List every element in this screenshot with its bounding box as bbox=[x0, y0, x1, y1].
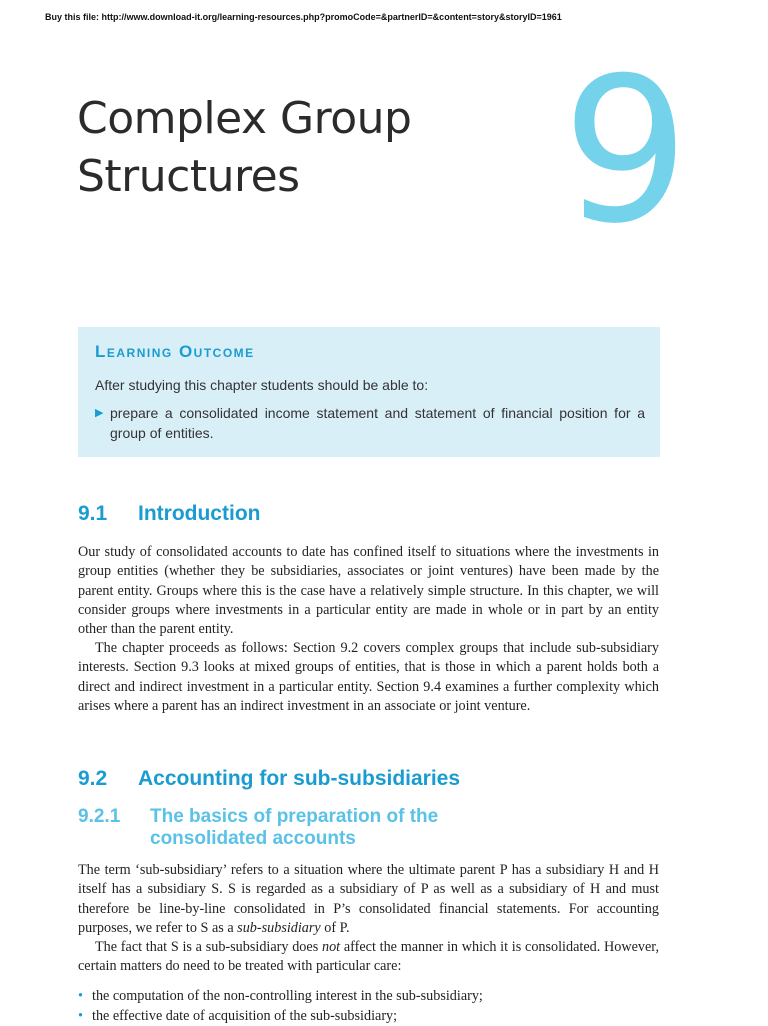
intro-paragraph-1: Our study of consolidated accounts to date has confined itself to situations where the investments in group entities (whether they be subsidiaries, associates or joint ventures) have been made by the parent entity. Groups where this is the case have a relatively simple structure. In this chapter, we will consider groups where investments in a particular entity are made in whole or in part by an entity other than the parent entity. bbox=[78, 543, 659, 639]
list-item-text: the effective date of acquisition of the sub-subsidiary; bbox=[92, 1008, 397, 1024]
section-number: 9.2 bbox=[78, 767, 138, 791]
learning-outcome-item bbox=[95, 403, 645, 443]
chapter-title bbox=[77, 90, 411, 206]
paragraph-text: The term ‘sub-subsidiary’ refers to a situation where the ultimate parent P has a subsidiary H and H itself has a subsidiary S. S is regarded as a subsidiary of P as well as a subsidiary of H and must therefore be line-by-line consolidated in P’s consolidated financial statements. For accounting purposes, we refer to S as a bbox=[78, 862, 659, 936]
learning-outcome-item-text: prepare a consolidated income statement and statement of financial position for a group of entities. bbox=[95, 403, 645, 443]
paragraph-text: affect the manner in which it is consolidated. However, certain matters do need to be treated with particular care: bbox=[78, 939, 659, 974]
triangle-bullet-icon: ▶ bbox=[95, 403, 103, 423]
chapter-title-line-1: Complex Group bbox=[77, 90, 411, 148]
section-heading-introduction bbox=[78, 502, 260, 526]
subsection-number: 9.2.1 bbox=[78, 806, 120, 828]
learning-outcome-intro: After studying this chapter students should be able to: bbox=[95, 377, 645, 393]
paragraph-text: The fact that S is a sub-subsidiary does bbox=[95, 939, 322, 955]
list-item bbox=[78, 1007, 659, 1026]
learning-outcome-heading: Learning Outcome bbox=[95, 342, 255, 362]
intro-paragraph-2: The chapter proceeds as follows: Section 9.2 covers complex groups that include sub-subsidiary interests. Section 9.3 looks at mixed groups of entities, that is those in which a parent holds both a direct and indirect investment in a particular entity. Section 9.4 examines a further complexity which arises where a parent has an indirect investment in an associate or joint venture. bbox=[78, 639, 659, 716]
list-item-text: the computation of the non-controlling interest in the sub-subsidiary; bbox=[92, 988, 483, 1004]
subsection-title-line-1: The basics of preparation of the bbox=[150, 806, 438, 827]
list-item bbox=[78, 987, 659, 1007]
subsection-heading-basics bbox=[78, 806, 438, 850]
care-points-list bbox=[78, 987, 659, 1026]
section-title: Accounting for sub-subsidiaries bbox=[138, 767, 460, 790]
section-title: Introduction bbox=[138, 502, 260, 525]
subsection-title bbox=[78, 806, 438, 850]
emphasis-text: sub-subsidiary bbox=[237, 920, 321, 936]
chapter-title-line-2: Structures bbox=[77, 148, 411, 206]
section-heading-sub-subsidiaries bbox=[78, 767, 460, 791]
learning-outcome-box bbox=[78, 327, 660, 457]
bullet-dot-icon: • bbox=[78, 1007, 83, 1026]
section-number: 9.1 bbox=[78, 502, 138, 526]
subsidiary-paragraph-2 bbox=[78, 938, 659, 977]
download-source-line: Buy this file: http://www.download-it.org/learning-resources.php?promoCode=&partnerID=&content=story&storyID=1961 bbox=[45, 12, 562, 22]
chapter-number: 9 bbox=[562, 52, 689, 252]
paragraph-text: of P. bbox=[321, 920, 350, 936]
bullet-dot-icon: • bbox=[78, 987, 83, 1007]
subsection-title-line-2: consolidated accounts bbox=[150, 828, 356, 849]
emphasis-text: not bbox=[322, 939, 340, 955]
subsidiary-paragraph-1 bbox=[78, 861, 659, 938]
